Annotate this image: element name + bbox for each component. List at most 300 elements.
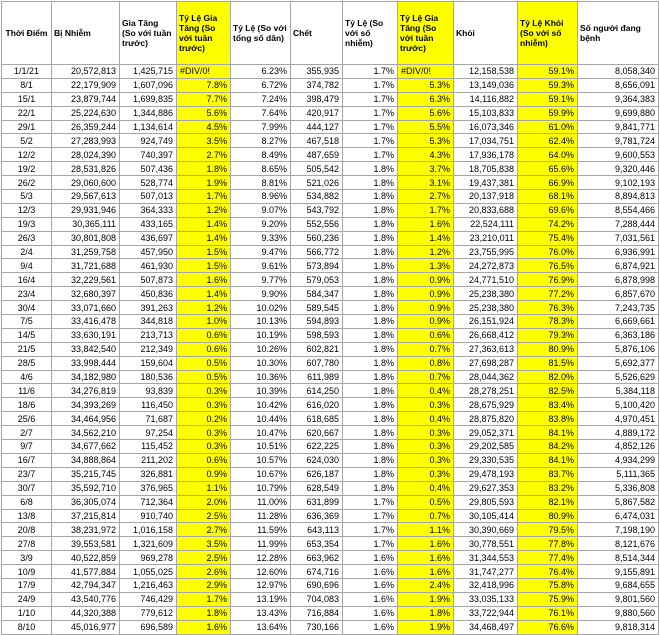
cell-death-rate: 1.8% [343, 203, 398, 217]
table-row [2, 453, 659, 467]
cell-rate-prev: 1.9% [177, 176, 231, 190]
cell-recovered-rate: 75.9% [518, 592, 578, 606]
cell-rate-prev: 5.6% [177, 106, 231, 120]
cell-active: 5,867,582 [578, 495, 659, 509]
table-row [2, 231, 659, 245]
cell-rate-total: 11.59% [231, 523, 291, 537]
cell-rate-total: 8.27% [231, 134, 291, 148]
table-row [2, 578, 659, 592]
cell-death-rate: 1.8% [343, 412, 398, 426]
cell-date: 19/2 [2, 162, 52, 176]
cell-date: 2/7 [2, 426, 52, 440]
cell-recovered-rate: 80.9% [518, 509, 578, 523]
cell-recovered: 27,363,613 [454, 342, 518, 356]
cell-death-rate: 1.8% [343, 231, 398, 245]
cell-death-increase: 0.6% [398, 328, 454, 342]
cell-active: 9,155,891 [578, 565, 659, 579]
cell-rate-prev: 2.5% [177, 509, 231, 523]
cell-recovered-rate: 62.4% [518, 134, 578, 148]
cell-active: 6,474,031 [578, 509, 659, 523]
cell-death-increase: 0.4% [398, 481, 454, 495]
cell-recovered-rate: 84.1% [518, 453, 578, 467]
cell-date: 18/6 [2, 398, 52, 412]
cell-infected: 32,680,397 [52, 287, 120, 301]
cell-deaths: 534,882 [291, 190, 343, 204]
cell-recovered-rate: 77.8% [518, 537, 578, 551]
cell-active: 9,364,383 [578, 92, 659, 106]
cell-date: 27/8 [2, 537, 52, 551]
cell-rate-total: 10.51% [231, 440, 291, 454]
cell-death-rate: 1.8% [343, 301, 398, 315]
cell-infected: 34,464,956 [52, 412, 120, 426]
table-row [2, 162, 659, 176]
cell-infected: 37,215,814 [52, 509, 120, 523]
cell-recovered: 24,272,873 [454, 259, 518, 273]
cell-death-increase: 5.5% [398, 120, 454, 134]
cell-date: 22/1 [2, 106, 52, 120]
cell-active: 7,288,444 [578, 217, 659, 231]
cell-infected: 34,276,819 [52, 384, 120, 398]
cell-recovered: 29,052,371 [454, 426, 518, 440]
table-row [2, 565, 659, 579]
cell-date: 16/4 [2, 273, 52, 287]
cell-active: 5,384,118 [578, 384, 659, 398]
cell-active: 6,669,661 [578, 315, 659, 329]
cell-rate-prev: 0.3% [177, 440, 231, 454]
cell-date: 28/5 [2, 356, 52, 370]
cell-rate-total: 10.19% [231, 328, 291, 342]
cell-active: 4,852,126 [578, 440, 659, 454]
cell-death-increase: 0.9% [398, 301, 454, 315]
cell-rate-total: 6.72% [231, 78, 291, 92]
cell-date: 20/8 [2, 523, 52, 537]
header-death-rate: Tỷ Lệ (So với số nhiễm) [343, 2, 398, 65]
cell-rate-prev: 2.9% [177, 578, 231, 592]
cell-rate-prev: 0.5% [177, 356, 231, 370]
table-row [2, 315, 659, 329]
cell-death-increase: 0.9% [398, 315, 454, 329]
cell-recovered: 31,344,553 [454, 551, 518, 565]
cell-date: 25/6 [2, 412, 52, 426]
cell-recovered-rate: 82.0% [518, 370, 578, 384]
cell-date: 24/9 [2, 592, 52, 606]
header-death-increase: Tỷ Lệ Gia Tăng (So với tuần trước) [398, 2, 454, 65]
cell-death-rate: 1.8% [343, 245, 398, 259]
cell-increase: 116,450 [120, 398, 177, 412]
cell-recovered-rate: 65.6% [518, 162, 578, 176]
cell-rate-prev: #DIV/0! [177, 65, 231, 79]
cell-death-increase: 1.6% [398, 217, 454, 231]
cell-recovered: 31,747,277 [454, 565, 518, 579]
cell-rate-prev: 1.2% [177, 301, 231, 315]
cell-deaths: 716,884 [291, 606, 343, 620]
cell-active: 7,198,190 [578, 523, 659, 537]
cell-infected: 26,359,244 [52, 120, 120, 134]
cell-date: 14/5 [2, 328, 52, 342]
cell-death-increase: 0.3% [398, 398, 454, 412]
cell-death-rate: 1.8% [343, 384, 398, 398]
cell-infected: 23,879,744 [52, 92, 120, 106]
cell-death-increase: 0.7% [398, 509, 454, 523]
cell-increase: 712,364 [120, 495, 177, 509]
table-body [2, 65, 659, 635]
header-deaths: Chết [291, 2, 343, 65]
table-row [2, 203, 659, 217]
cell-recovered: 24,771,510 [454, 273, 518, 287]
header-active: Số người đang bệnh [578, 2, 659, 65]
cell-rate-total: 6.23% [231, 65, 291, 79]
cell-death-increase: 0.7% [398, 342, 454, 356]
cell-active: 5,111,365 [578, 467, 659, 481]
cell-recovered-rate: 80.9% [518, 342, 578, 356]
cell-recovered-rate: 84.1% [518, 426, 578, 440]
cell-recovered-rate: 59.1% [518, 92, 578, 106]
cell-deaths: 730,166 [291, 620, 343, 634]
cell-death-increase: 3.7% [398, 162, 454, 176]
cell-date: 6/8 [2, 495, 52, 509]
cell-recovered: 23,755,995 [454, 245, 518, 259]
table-row [2, 342, 659, 356]
cell-deaths: 589,545 [291, 301, 343, 315]
cell-recovered: 29,805,593 [454, 495, 518, 509]
cell-increase: 211,202 [120, 453, 177, 467]
cell-date: 13/8 [2, 509, 52, 523]
cell-increase: 507,436 [120, 162, 177, 176]
cell-death-rate: 1.8% [343, 287, 398, 301]
cell-infected: 22,179,909 [52, 78, 120, 92]
cell-rate-prev: 1.4% [177, 287, 231, 301]
cell-increase: 376,965 [120, 481, 177, 495]
cell-rate-total: 9.61% [231, 259, 291, 273]
table-row [2, 245, 659, 259]
cell-recovered-rate: 59.9% [518, 106, 578, 120]
cell-death-rate: 1.8% [343, 273, 398, 287]
cell-death-rate: 1.6% [343, 606, 398, 620]
cell-rate-total: 10.57% [231, 453, 291, 467]
cell-rate-total: 11.00% [231, 495, 291, 509]
cell-infected: 28,024,390 [52, 148, 120, 162]
cell-increase: 1,607,096 [120, 78, 177, 92]
cell-death-increase: 1.3% [398, 259, 454, 273]
cell-rate-prev: 0.6% [177, 453, 231, 467]
cell-rate-prev: 1.2% [177, 203, 231, 217]
cell-increase: 1,216,463 [120, 578, 177, 592]
cell-infected: 38,231,972 [52, 523, 120, 537]
cell-death-rate: 1.8% [343, 342, 398, 356]
cell-date: 23/7 [2, 467, 52, 481]
cell-death-rate: 1.8% [343, 259, 398, 273]
cell-rate-total: 8.81% [231, 176, 291, 190]
cell-recovered-rate: 84.2% [518, 440, 578, 454]
table-row [2, 259, 659, 273]
cell-deaths: 704,083 [291, 592, 343, 606]
cell-increase: 364,333 [120, 203, 177, 217]
cell-active: 6,936,991 [578, 245, 659, 259]
cell-infected: 35,592,710 [52, 481, 120, 495]
cell-recovered: 20,833,688 [454, 203, 518, 217]
cell-date: 9/7 [2, 440, 52, 454]
cell-death-rate: 1.7% [343, 78, 398, 92]
cell-rate-prev: 1.1% [177, 481, 231, 495]
table-row [2, 537, 659, 551]
cell-infected: 34,182,980 [52, 370, 120, 384]
cell-active: 4,889,172 [578, 426, 659, 440]
table-row [2, 190, 659, 204]
table-row [2, 606, 659, 620]
cell-rate-prev: 0.3% [177, 384, 231, 398]
cell-death-increase: 3.1% [398, 176, 454, 190]
cell-infected: 35,215,745 [52, 467, 120, 481]
header-increase: Gia Tăng (So với tuần trước) [120, 2, 177, 65]
table-row [2, 495, 659, 509]
cell-infected: 43,540,776 [52, 592, 120, 606]
cell-death-rate: 1.7% [343, 120, 398, 134]
cell-rate-total: 11.28% [231, 509, 291, 523]
table-row [2, 384, 659, 398]
table-row [2, 356, 659, 370]
cell-recovered-rate: 75.8% [518, 578, 578, 592]
cell-infected: 29,060,600 [52, 176, 120, 190]
cell-recovered: 15,103,833 [454, 106, 518, 120]
cell-active: 8,121,676 [578, 537, 659, 551]
cell-rate-total: 12.60% [231, 565, 291, 579]
cell-death-increase: 1.1% [398, 523, 454, 537]
cell-rate-total: 9.33% [231, 231, 291, 245]
cell-infected: 33,842,540 [52, 342, 120, 356]
cell-deaths: 573,894 [291, 259, 343, 273]
cell-recovered: 33,035,133 [454, 592, 518, 606]
cell-date: 3/9 [2, 551, 52, 565]
cell-rate-total: 8.96% [231, 190, 291, 204]
cell-infected: 34,888,864 [52, 453, 120, 467]
cell-death-increase: 0.3% [398, 426, 454, 440]
cell-deaths: 487,659 [291, 148, 343, 162]
cell-infected: 25,224,630 [52, 106, 120, 120]
cell-active: 9,781,724 [578, 134, 659, 148]
cell-rate-total: 10.30% [231, 356, 291, 370]
cell-date: 30/7 [2, 481, 52, 495]
cell-death-rate: 1.7% [343, 92, 398, 106]
cell-rate-prev: 3.5% [177, 134, 231, 148]
cell-deaths: 631,899 [291, 495, 343, 509]
cell-death-rate: 1.8% [343, 467, 398, 481]
cell-rate-prev: 2.0% [177, 495, 231, 509]
cell-increase: 910,740 [120, 509, 177, 523]
cell-death-rate: 1.8% [343, 453, 398, 467]
cell-rate-prev: 0.9% [177, 467, 231, 481]
cell-death-rate: 1.8% [343, 190, 398, 204]
cell-death-increase: 4.3% [398, 148, 454, 162]
cell-recovered-rate: 74.2% [518, 217, 578, 231]
cell-recovered: 14,116,882 [454, 92, 518, 106]
table-row [2, 551, 659, 565]
cell-rate-prev: 1.4% [177, 217, 231, 231]
cell-increase: 115,452 [120, 440, 177, 454]
cell-deaths: 620,667 [291, 426, 343, 440]
cell-increase: 213,713 [120, 328, 177, 342]
cell-recovered-rate: 79.3% [518, 328, 578, 342]
cell-rate-total: 8.49% [231, 148, 291, 162]
cell-deaths: 584,347 [291, 287, 343, 301]
cell-infected: 45,016,977 [52, 620, 120, 634]
cell-deaths: 444,127 [291, 120, 343, 134]
table-row [2, 287, 659, 301]
cell-infected: 34,393,269 [52, 398, 120, 412]
cell-recovered: 29,330,535 [454, 453, 518, 467]
cell-rate-prev: 7.7% [177, 92, 231, 106]
cell-date: 26/2 [2, 176, 52, 190]
cell-date: 29/1 [2, 120, 52, 134]
cell-rate-total: 10.47% [231, 426, 291, 440]
cell-death-increase: 1.4% [398, 231, 454, 245]
cell-rate-total: 9.77% [231, 273, 291, 287]
cell-death-rate: 1.8% [343, 481, 398, 495]
cell-rate-prev: 0.6% [177, 342, 231, 356]
cell-rate-prev: 7.8% [177, 78, 231, 92]
cell-increase: 779,612 [120, 606, 177, 620]
cell-increase: 436,697 [120, 231, 177, 245]
cell-recovered: 28,875,820 [454, 412, 518, 426]
cell-recovered-rate: 59.1% [518, 65, 578, 79]
cell-death-increase: 0.3% [398, 440, 454, 454]
cell-death-rate: 1.7% [343, 495, 398, 509]
cell-active: 4,934,299 [578, 453, 659, 467]
cell-death-increase: 0.8% [398, 356, 454, 370]
cell-recovered: 17,936,178 [454, 148, 518, 162]
table-row [2, 217, 659, 231]
table-row [2, 328, 659, 342]
cell-increase: 696,589 [120, 620, 177, 634]
cell-death-increase: 2.7% [398, 190, 454, 204]
cell-infected: 33,998,444 [52, 356, 120, 370]
cell-rate-total: 10.39% [231, 384, 291, 398]
cell-date: 1/1/21 [2, 65, 52, 79]
cell-date: 16/7 [2, 453, 52, 467]
cell-infected: 20,572,813 [52, 65, 120, 79]
cell-infected: 33,630,191 [52, 328, 120, 342]
cell-active: 8,894,813 [578, 190, 659, 204]
cell-recovered-rate: 76.6% [518, 620, 578, 634]
cell-deaths: 622,225 [291, 440, 343, 454]
cell-recovered: 23,210,011 [454, 231, 518, 245]
cell-rate-prev: 1.5% [177, 245, 231, 259]
cell-date: 12/2 [2, 148, 52, 162]
cell-rate-prev: 0.6% [177, 328, 231, 342]
cell-deaths: 618,685 [291, 412, 343, 426]
cell-increase: 1,321,609 [120, 537, 177, 551]
cell-date: 5/2 [2, 134, 52, 148]
cell-deaths: 594,893 [291, 315, 343, 329]
cell-rate-prev: 1.6% [177, 273, 231, 287]
cell-infected: 44,320,388 [52, 606, 120, 620]
cell-rate-prev: 1.7% [177, 190, 231, 204]
cell-recovered-rate: 83.7% [518, 467, 578, 481]
cell-infected: 39,553,581 [52, 537, 120, 551]
cell-active: 5,876,106 [578, 342, 659, 356]
cell-rate-total: 9.90% [231, 287, 291, 301]
header-infected: Bị Nhiễm [52, 2, 120, 65]
cell-rate-total: 7.24% [231, 92, 291, 106]
table-row [2, 481, 659, 495]
cell-rate-prev: 0.2% [177, 412, 231, 426]
cell-rate-total: 10.42% [231, 398, 291, 412]
cell-recovered: 30,105,414 [454, 509, 518, 523]
cell-infected: 29,567,613 [52, 190, 120, 204]
cell-rate-prev: 0.5% [177, 370, 231, 384]
cell-infected: 34,677,662 [52, 440, 120, 454]
cell-rate-total: 10.36% [231, 370, 291, 384]
cell-active: 9,684,655 [578, 578, 659, 592]
cell-recovered: 17,034,751 [454, 134, 518, 148]
cell-deaths: 616,020 [291, 398, 343, 412]
cell-rate-total: 13.19% [231, 592, 291, 606]
cell-death-rate: 1.6% [343, 620, 398, 634]
cell-date: 19/3 [2, 217, 52, 231]
cell-increase: 159,604 [120, 356, 177, 370]
cell-increase: 1,425,715 [120, 65, 177, 79]
cell-recovered: 16,073,346 [454, 120, 518, 134]
cell-recovered-rate: 78.3% [518, 315, 578, 329]
cell-active: 8,058,340 [578, 65, 659, 79]
cell-recovered-rate: 64.0% [518, 148, 578, 162]
cell-date: 15/1 [2, 92, 52, 106]
cell-recovered-rate: 66.9% [518, 176, 578, 190]
cell-recovered: 20,137,918 [454, 190, 518, 204]
cell-death-increase: 1.7% [398, 203, 454, 217]
cell-infected: 30,801,808 [52, 231, 120, 245]
cell-death-increase: 0.3% [398, 467, 454, 481]
cell-death-rate: 1.8% [343, 356, 398, 370]
cell-recovered-rate: 81.5% [518, 356, 578, 370]
cell-death-rate: 1.6% [343, 551, 398, 565]
cell-rate-prev: 3.5% [177, 537, 231, 551]
cell-infected: 36,305,074 [52, 495, 120, 509]
cell-deaths: 602,821 [291, 342, 343, 356]
cell-rate-total: 12.97% [231, 578, 291, 592]
cell-death-increase: 1.2% [398, 245, 454, 259]
cell-recovered-rate: 76.1% [518, 606, 578, 620]
cell-active: 5,526,629 [578, 370, 659, 384]
cell-date: 30/4 [2, 301, 52, 315]
cell-infected: 32,229,561 [52, 273, 120, 287]
cell-recovered: 28,675,929 [454, 398, 518, 412]
header-recovered: Khỏi [454, 2, 518, 65]
cell-recovered-rate: 77.2% [518, 287, 578, 301]
cell-deaths: 624,030 [291, 453, 343, 467]
cell-increase: 507,873 [120, 273, 177, 287]
cell-recovered: 29,627,353 [454, 481, 518, 495]
cell-rate-total: 13.43% [231, 606, 291, 620]
cell-recovered: 22,524,111 [454, 217, 518, 231]
cell-recovered: 29,478,193 [454, 467, 518, 481]
cell-rate-total: 7.64% [231, 106, 291, 120]
cell-active: 9,818,314 [578, 620, 659, 634]
table-row [2, 509, 659, 523]
cell-rate-prev: 1.7% [177, 592, 231, 606]
cell-death-rate: 1.8% [343, 398, 398, 412]
table-row [2, 106, 659, 120]
cell-infected: 42,794,347 [52, 578, 120, 592]
cell-increase: 212,349 [120, 342, 177, 356]
cell-increase: 450,836 [120, 287, 177, 301]
cell-recovered-rate: 76.9% [518, 273, 578, 287]
cell-death-increase: 1.9% [398, 592, 454, 606]
cell-rate-prev: 2.5% [177, 551, 231, 565]
cell-recovered: 18,705,838 [454, 162, 518, 176]
cell-recovered-rate: 69.6% [518, 203, 578, 217]
cell-increase: 507,013 [120, 190, 177, 204]
covid-data-table [1, 1, 659, 635]
